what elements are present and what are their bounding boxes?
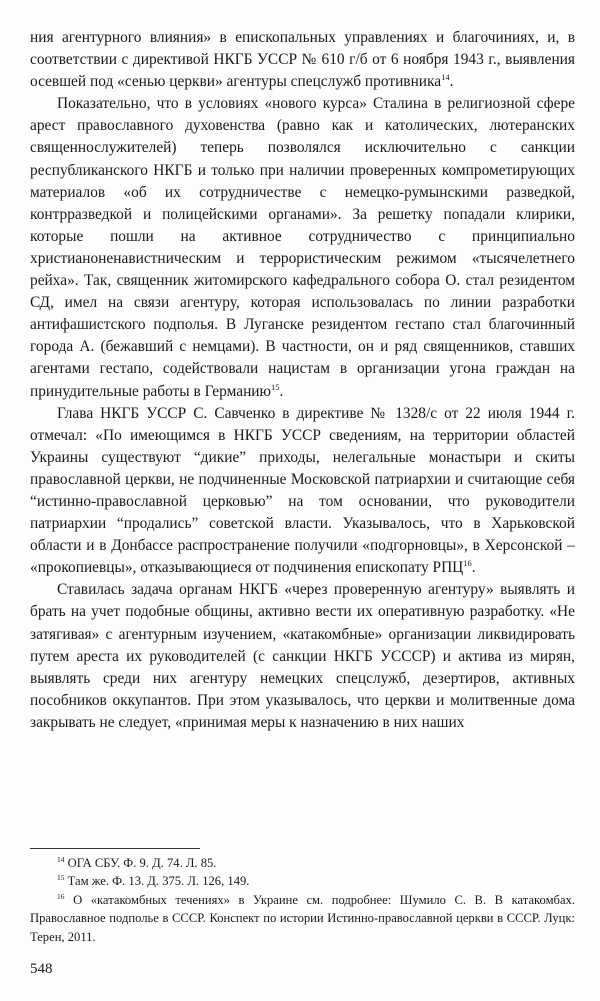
- footnote: [30, 854, 575, 872]
- footnote-ref: 14: [441, 72, 450, 83]
- footnote-text: О «катакомбных течениях» в Украине см. подробнее: Шумило С. В. В катакомбах. Православное подполье в СССР. Конспект по истории Истинно-православной церкви в СССР. Луцк: Терен, 2011.: [30, 892, 575, 944]
- footnote: [30, 891, 575, 946]
- paragraph-text: Глава НКГБ УССР С. Савченко в директиве № 1328/с от 22 июля 1944 г. отмечал: «По имеющимся в НКГБ УССР сведениям, на территории областей Украины существуют “дикие” приходы, нелегальные монастыри и скиты православной церкви, не подчиненные Московской патриархии и считающие себя “истинно-православной церковью” на том основании, что руководители патриархии “продались” советской власти. Указывалось, что в Харьковской области и в Донбассе распространение получили «подгорновцы», в Херсонской – «прокопиевцы», отказывающиеся от подчинения епископату РПЦ: [30, 404, 575, 577]
- footnote-ref: 16: [463, 558, 472, 569]
- footnote-ref: 15: [271, 381, 280, 392]
- paragraph: [30, 27, 575, 93]
- page-number: 548: [30, 961, 53, 977]
- footnote-text: ОГА СБУ. Ф. 9. Д. 74. Л. 85.: [67, 856, 217, 870]
- paragraph: [30, 93, 575, 402]
- paragraph-text: .: [471, 559, 476, 577]
- paragraph-text: .: [279, 382, 284, 400]
- paragraph-text: Ставилась задача органам НКГБ «через проверенную агентуру» выявлять и брать на учет подобные общины, активно вести их оперативную разработку. «Не затягивая» с агентурным изучением, «катакомбные» организации ликвидировать путем ареста их руководителей (с санкции НКГБ УСССР) и актива из мирян, выявлять среди них агентуру немецких спецслужб, дезертиров, активных пособников оккупантов. При этом указывалось, что церкви и молитвенные дома закрывать не следует, «принимая меры к назначению в них наших: [30, 581, 575, 731]
- paragraph-text: ния агентурного влияния» в епископальных управлениях и благочиниях, и, в соответствии с директивой НКГБ УССР № 610 г/б от 6 ноября 1943 г., выявления осевшей под «сенью церкви» агентуры спецслужб противника: [30, 29, 575, 91]
- paragraph: [30, 579, 575, 734]
- footnote-text: Там же. Ф. 13. Д. 375. Л. 126, 149.: [67, 874, 250, 889]
- footnote-number: 15: [57, 873, 65, 883]
- footnote-separator: [30, 848, 200, 849]
- main-text: [30, 27, 575, 734]
- paragraph-text: .: [449, 73, 454, 91]
- footnote: [30, 872, 575, 890]
- footnote-number: 14: [57, 855, 65, 864]
- footnotes: [30, 854, 575, 946]
- footnote-number: 16: [57, 891, 65, 901]
- paragraph: [30, 403, 575, 580]
- paragraph-text: Показательно, что в условиях «нового курса» Сталина в религиозной сфере арест православного духовенства (равно как и католических, лютеранских священнослужителей) теперь позволялся исключительно с санкции республиканского НКГБ и только при наличии проверенных компрометирующих материалов «об их сотрудничестве с немецко-румынскими разведкой, контрразведкой и полицейскими органами». За решетку попадали клирики, которые пошли на активное сотрудничество с принципиально христианоненавистническим и террористическим режимом «тысячелетнего рейха». Так, священник житомирского кафедрального собора О. стал резидентом СД, имел на связи агентуру, которая использовалась по линии разработки антифашистского подполья. В Луганске резидентом гестапо стал благочинный города А. (бежавший с немцами). В частности, он и ряд священников, ставших агентами гестапо, содействовали нацистам в организации угона граждан на принудительные работы в Германию: [30, 95, 575, 400]
